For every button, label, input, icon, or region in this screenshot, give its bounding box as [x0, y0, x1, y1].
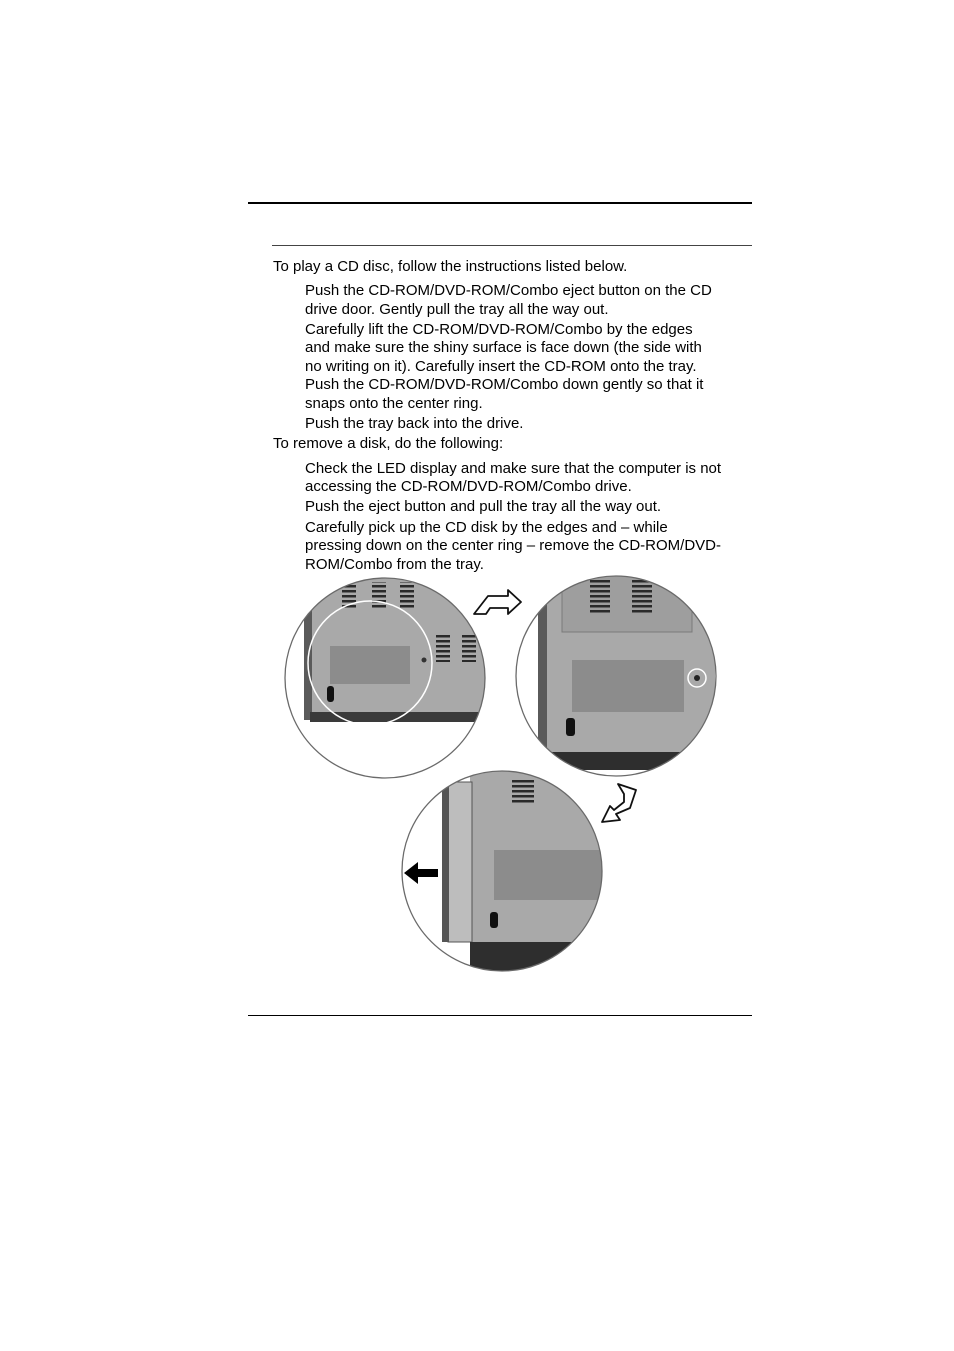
play-intro: To play a CD disc, follow the instructions listed below.: [273, 258, 628, 275]
remove-step-3-line-3: ROM/Combo from the tray.: [305, 556, 484, 573]
curved-arrow-icon: [474, 590, 521, 614]
curved-arrow-icon: [602, 784, 636, 822]
play-step-2-line-3: no writing on it). Carefully insert the CD-ROM onto the tray.: [305, 358, 697, 375]
header-rule: [248, 202, 752, 204]
remove-step-3-line-2: pressing down on the center ring – remove the CD-ROM/DVD-: [305, 537, 722, 554]
remove-step-1-line-1: Check the LED display and make sure that the computer is not: [305, 460, 722, 477]
play-step-3-line-1: Push the CD-ROM/DVD-ROM/Combo down gently so that it: [305, 376, 704, 393]
remove-step-3-line-1: Carefully pick up the CD disk by the edges and – while: [305, 519, 668, 536]
eject-button-closeup: [510, 572, 730, 790]
play-step-4-line-1: Push the tray back into the drive.: [305, 415, 524, 432]
play-step-2-line-2: and make sure the shiny surface is face down (the side with: [305, 339, 702, 356]
remove-step-1-line-2: accessing the CD-ROM/DVD-ROM/Combo drive.: [305, 478, 632, 495]
play-step-1-line-1: Push the CD-ROM/DVD-ROM/Combo eject button on the CD: [305, 282, 712, 299]
cd-drive-illustration: [270, 572, 760, 982]
section-rule: [272, 245, 752, 246]
play-step-3-line-2: snaps onto the center ring.: [305, 395, 483, 412]
footer-rule: [248, 1015, 752, 1016]
drive-bay-closeup: [270, 572, 510, 800]
remove-step-2-line-1: Push the eject button and pull the tray all the way out.: [305, 498, 662, 515]
play-step-1-line-2: drive door. Gently pull the tray all the way out.: [305, 301, 609, 318]
remove-intro: To remove a disk, do the following:: [273, 435, 504, 452]
play-step-2-line-1: Carefully lift the CD-ROM/DVD-ROM/Combo by the edges: [305, 321, 693, 338]
